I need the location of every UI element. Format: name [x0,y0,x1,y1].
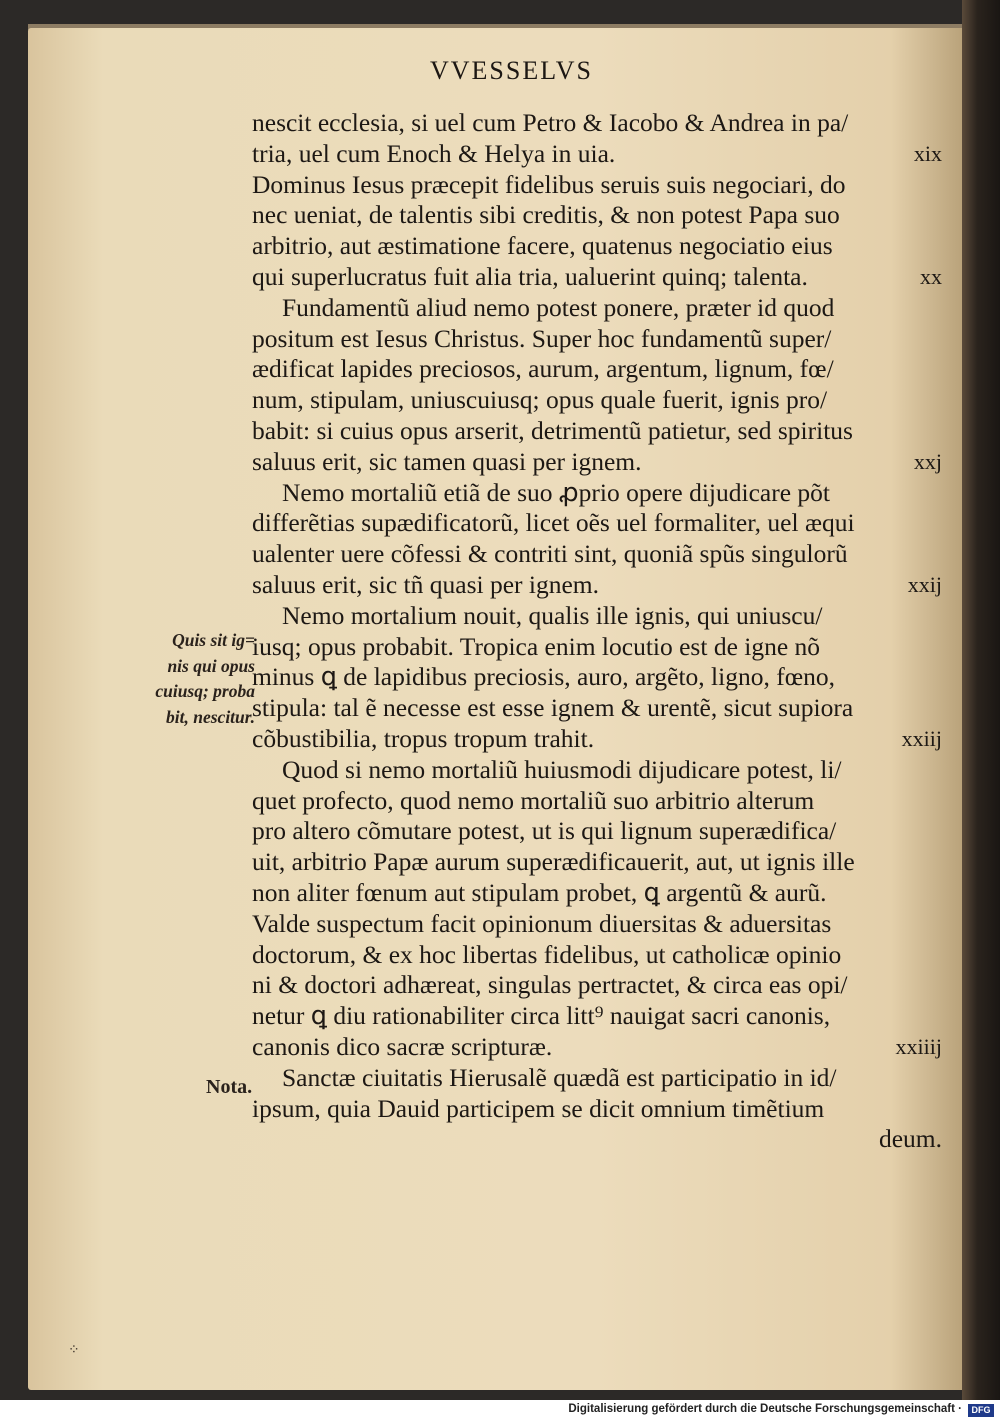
marginal-note-line: bit, nescitur. [166,706,255,727]
line-text: Nemo mortaliũ etiã de suo ꝓprio opere dijudicare põt [282,477,831,507]
line-text: doctorum, & ex hoc libertas fidelibus, ut catholicæ opinio [252,939,842,969]
line-text: Dominus Iesus præcepit fidelibus seruis suis negociari, do [252,169,846,199]
line-text: ni & doctori adhæreat, singulas pertractet, & circa eas opi/ [252,970,848,1000]
text-line [252,662,942,693]
text-line [252,601,942,632]
line-text: ædificat lapides preciosos, aurum, argentum, lignum, fœ/ [252,354,834,384]
text-line [252,1001,942,1032]
text-line [252,909,942,940]
marginal-note-line: nis qui opus [167,655,255,676]
line-text: canonis dico sacræ scripturæ. [252,1031,553,1061]
line-text: iusq; opus probabit. Tropica enim locutio est de igne nõ [252,631,821,661]
text-line [252,570,942,601]
line-text: ualenter uere cõfessi & contriti sint, quoniã spũs singulorũ [252,539,848,569]
line-text: quet profecto, quod nemo mortaliũ suo arbitrio alterum [252,785,815,815]
text-line [252,447,942,478]
line-text: saluus erit, sic tñ quasi per ignem. [252,569,600,599]
marginal-note [133,628,255,730]
line-text: qui superlucratus fuit alia tria, ualuerint quinq; talenta. [252,261,808,291]
line-text: pro altero cõmutare potest, ut is qui lignum superædifica/ [252,816,837,846]
line-text: minus ꝗ de lapidibus preciosis, auro, argẽto, ligno, fœno, [252,662,836,692]
section-number: xxiij [901,725,942,751]
binding-shadow [962,0,1000,1400]
text-line [252,1124,942,1155]
line-text: stipula: tal ẽ necesse est esse ignem & urentẽ, sicut supiora [252,693,854,723]
text-line [252,970,942,1001]
line-text: Valde suspectum facit opinionum diuersitas & aduersitas [252,908,832,938]
text-line [252,1032,942,1063]
text-line [252,385,942,416]
line-text: differẽtias supædificatorũ, licet oẽs uel formaliter, uel æqui [252,508,855,538]
footer-credit: Digitalisierung gefördert durch die Deutsche Forschungsgemeinschaft · [568,1403,962,1415]
section-number: xx [920,263,942,289]
section-number: xxj [913,448,942,474]
text-line [252,755,942,786]
line-text: non aliter fœnum aut stipulam probet, ꝗ argentũ & aurũ. [252,877,827,907]
text-line [252,539,942,570]
text-line [252,262,942,293]
text-line [252,847,942,878]
text-line [252,878,942,909]
line-text: saluus erit, sic tamen quasi per ignem. [252,446,642,476]
text-line [252,508,942,539]
text-line [252,139,942,170]
line-text: Fundamentũ aliud nemo potest ponere, præter id quod [282,292,835,322]
line-text: arbitrio, aut æstimatione facere, quatenus negociatio eius [252,231,833,261]
line-text: positum est Iesus Christus. Super hoc fundamentũ super/ [252,323,832,353]
line-text: uit, arbitrio Papæ aurum superædificauerit, aut, ut ignis ille [252,847,855,877]
line-text: num, stipulam, uniuscuiusq; opus quale fuerit, ignis pro/ [252,385,828,415]
line-text: nescit ecclesia, si uel cum Petro & Iacobo & Andrea in pa/ [252,108,849,137]
text-line [252,1063,942,1094]
text-line [252,478,942,509]
text-line [252,940,942,971]
line-text: Nemo mortalium nouit, qualis ille ignis, qui uniuscu/ [282,600,823,630]
line-text: Quod si nemo mortaliũ huiusmodi dijudicare potest, li/ [282,754,842,784]
line-text: nec ueniat, de talentis sibi creditis, & non potest Papa suo [252,200,840,230]
section-number: xxij [907,571,942,597]
running-head: VVESSELVS [430,56,593,85]
text-line [252,724,942,755]
text-line [252,170,942,201]
nota-marginal: Nota. [206,1076,253,1098]
text-line [252,786,942,817]
text-line [252,108,942,139]
marginal-note-line: Quis sit ig= [172,630,255,650]
text-line [252,200,942,231]
line-text: Sanctæ ciuitatis Hierusalẽ quædã est participatio in id/ [282,1062,837,1092]
line-text: ipsum, quia Dauid participem se dicit omnium timẽtium [252,1093,825,1123]
text-line [252,293,942,324]
text-line [252,1094,942,1125]
text-line [252,693,942,724]
text-block [252,108,942,1155]
line-text: babit: si cuius opus arserit, detrimentũ patietur, sed spiritus [252,415,853,445]
text-line [252,632,942,663]
section-number: xxiiij [895,1033,942,1059]
footer-bar [0,1400,1000,1421]
dfg-logo: DFG [968,1404,994,1417]
text-line [252,416,942,447]
text-line [252,231,942,262]
line-text: tria, uel cum Enoch & Helya in uia. [252,138,616,168]
ink-smudge: ⁘ [68,1343,80,1358]
section-number: xix [913,140,942,166]
line-text: cõbustibilia, tropus tropum trahit. [252,723,595,753]
line-text: netur ꝗ diu rationabiliter circa litt⁹ nauigat sacri canonis, [252,1001,831,1031]
line-text: deum. [878,1124,942,1154]
marginal-note-line: cuiusq; proba [155,681,255,701]
text-line [252,324,942,355]
text-line [252,354,942,385]
text-line [252,816,942,847]
